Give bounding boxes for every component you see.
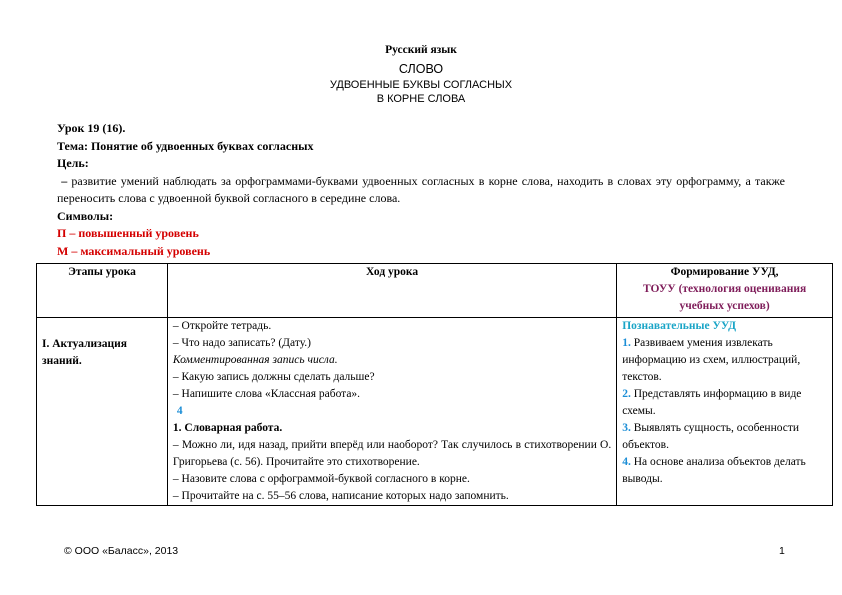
course-cell (167, 318, 616, 506)
goal-label: Цель: (57, 156, 89, 170)
lesson-info (57, 120, 785, 260)
course-line: – Прочитайте на с. 55–56 слова, написание которых надо запомнить. (172, 490, 509, 502)
subtitle-line-1: УДВОЕННЫЕ БУКВЫ СОГЛАСНЫХ (329, 79, 513, 91)
uud-item-text: Развиваем умения извлекать информацию из схем, иллюстраций, текстов. (622, 337, 801, 383)
course-marker: 4 (176, 405, 183, 417)
goal-text (57, 173, 785, 208)
goal-body: развитие умений наблюдать за орфограммами-буквами удвоенных согласных в корне слова, находить в словах эту орфограмму, а также переносить слова с удвоенной буквой согласного в середине слова. (57, 173, 786, 205)
uud-item-number: 4. (622, 456, 631, 468)
uud-item (622, 420, 827, 454)
uud-item-number: 1. (622, 337, 631, 349)
symbol-max-level: М – максимальный уровень (57, 243, 211, 258)
uud-item (622, 335, 827, 386)
symbol-elevated-level: П – повышенный уровень (57, 226, 199, 240)
uud-item-number: 3. (622, 422, 631, 434)
uud-item (622, 454, 827, 488)
stage-cell: I. Актуализация знаний. (37, 318, 168, 506)
vocab-work-heading: 1. Словарная работа. (172, 422, 283, 434)
page-title: СЛОВО (398, 62, 444, 76)
header-uud (617, 264, 833, 318)
symbols-label: Символы: (57, 208, 114, 223)
header-course: Ход урока (167, 264, 616, 318)
uud-item (622, 386, 827, 420)
uud-item-text: Представлять информацию в виде схемы. (622, 388, 802, 417)
course-line: – Что надо записать? (Дату.) (172, 337, 312, 349)
uud-item-number: 2. (622, 388, 631, 400)
lesson-table (36, 263, 833, 506)
uud-title: Познавательные УУД (622, 320, 737, 332)
header-stages: Этапы урока (37, 264, 168, 318)
page-number: 1 (779, 545, 785, 557)
uud-cell (617, 318, 833, 506)
lesson-topic: Тема: Понятие об удвоенных буквах согласных (57, 138, 314, 153)
course-line: Комментированная запись числа. (172, 354, 338, 366)
uud-item-text: На основе анализа объектов делать выводы. (622, 456, 806, 485)
course-line: – Назовите слова с орфограммой-буквой согласного в корне. (172, 473, 470, 485)
subject-heading: Русский язык (385, 44, 457, 56)
course-line: – Напишите слова «Классная работа». (172, 388, 361, 400)
table-header-row (37, 264, 833, 318)
uud-item-text: Выявлять сущность, особенности объектов. (622, 422, 800, 451)
goal-dash: – (61, 173, 68, 188)
subtitle-line-2: В КОРНЕ СЛОВА (376, 93, 466, 105)
lesson-number: Урок 19 (16). (57, 121, 126, 135)
copyright-footer: © ООО «Баласс», 2013 (64, 545, 179, 557)
course-line: – Можно ли, идя назад, прийти вперёд или наоборот? Так случилось в стихотворении О. Григорьева (с. 56). Прочитайте это стихотворение. (172, 439, 612, 468)
table-row (37, 318, 833, 506)
header-uud-title: Формирование УУД, (670, 266, 779, 278)
course-line: – Какую запись должны сделать дальше? (172, 371, 375, 383)
header-uud-subtitle: ТОУУ (технология оценивания учебных успехов) (643, 283, 807, 312)
course-line: – Откройте тетрадь. (172, 320, 272, 332)
